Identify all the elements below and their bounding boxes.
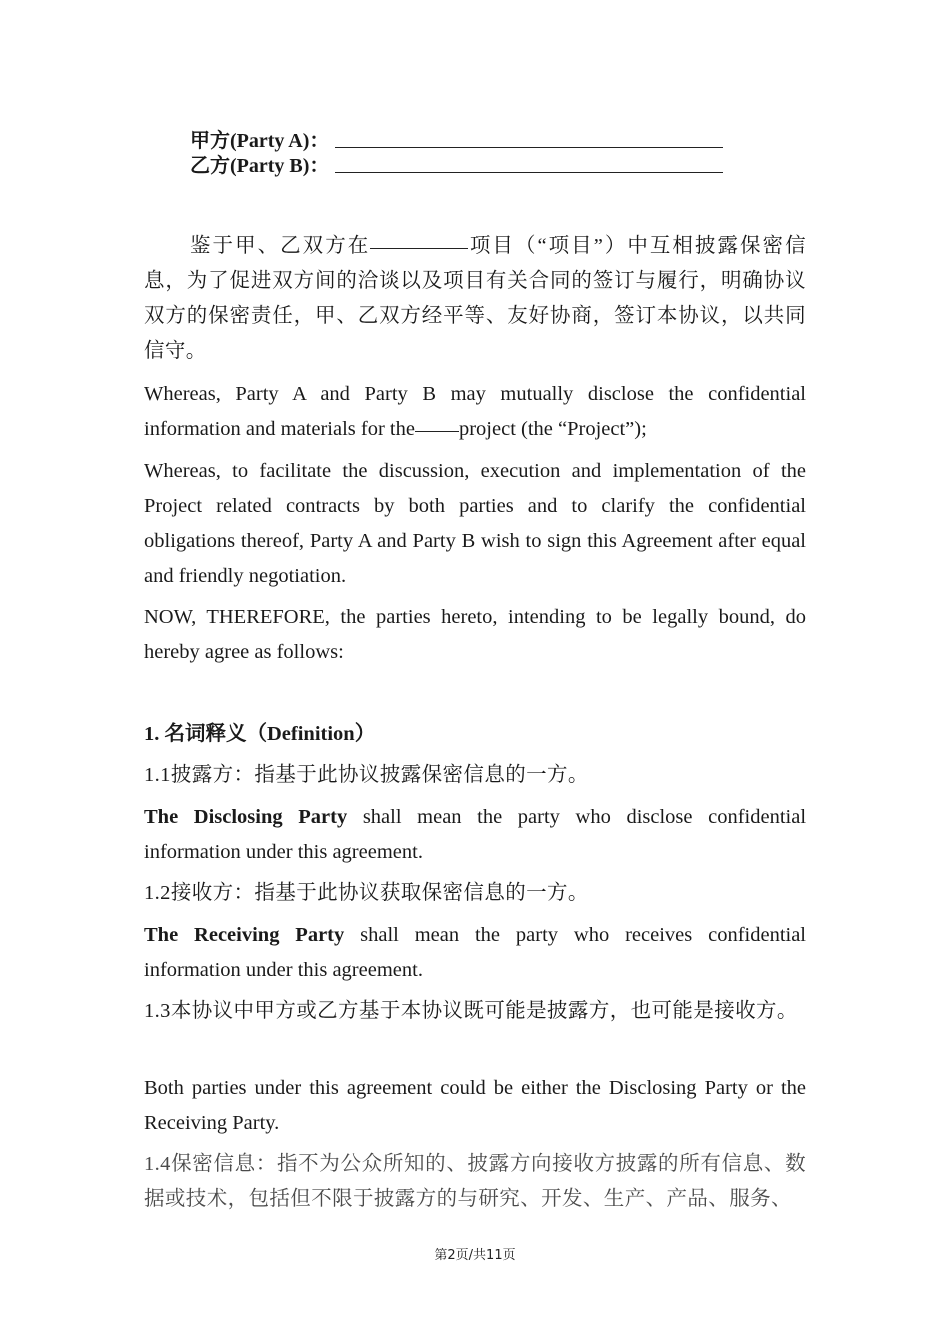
party-b-line [190,151,723,177]
party-a-line [190,126,723,152]
party-b-label: 乙方(Party B)： [190,155,330,177]
clause-1-3-en: Both parties under this agreement could be either the Disclosing Party or the Receiving Party. [144,1077,806,1134]
now-therefore: NOW, THEREFORE, the parties hereto, intending to be legally bound, do hereby agree as follows: [144,606,806,663]
project-blank-cn [370,248,468,249]
clause-1-1-cn: 1.1披露方：指基于此协议披露保密信息的一方。 [144,764,589,786]
clause-1-1-en: The Disclosing Party shall mean the party who disclose confidential information under this agreement. [144,806,807,863]
whereas-2: Whereas, to facilitate the discussion, execution and implementation of the Project related contracts by both parties and to clarify the confidential obligations thereof, Party A and Party B wish to sign this Agreement after equal and friendly negotiation. [144,460,806,587]
project-blank-en [415,431,459,432]
party-a-label: 甲方(Party A)： [190,130,330,152]
clause-1-3-cn: 1.3本协议中甲方或乙方基于本协议既可能是披露方，也可能是接收方。 [144,1000,798,1022]
section-1-heading: 1. 名词释义（Definition） [144,723,376,745]
clause-1-4-cn: 1.4保密信息：指不为公众所知的、披露方向接收方披露的所有信息、数据或技术，包括但不限于披露方的与研究、开发、生产、产品、服务、 [144,1153,806,1210]
page-footer: 第2页/共11页 [434,1248,516,1263]
clause-1-2-en: The Receiving Party shall mean the party who receives confidential information under this agreement. [144,924,806,981]
party-b-blank [335,172,723,173]
party-a-blank [335,147,723,148]
whereas-1: Whereas, Party A and Party B may mutually disclose the confidential information and materials for the project (the “Project”); [144,383,806,440]
preamble-cn: 鉴于甲、乙双方在 项目（“项目”）中互相披露保密信息，为了促进双方间的洽谈以及项目有关合同的签订与履行，明确协议双方的保密责任，甲、乙双方经平等、友好协商，签订本协议，以共同信守。 [144,235,806,362]
clause-1-2-cn: 1.2接收方：指基于此协议获取保密信息的一方。 [144,882,589,904]
